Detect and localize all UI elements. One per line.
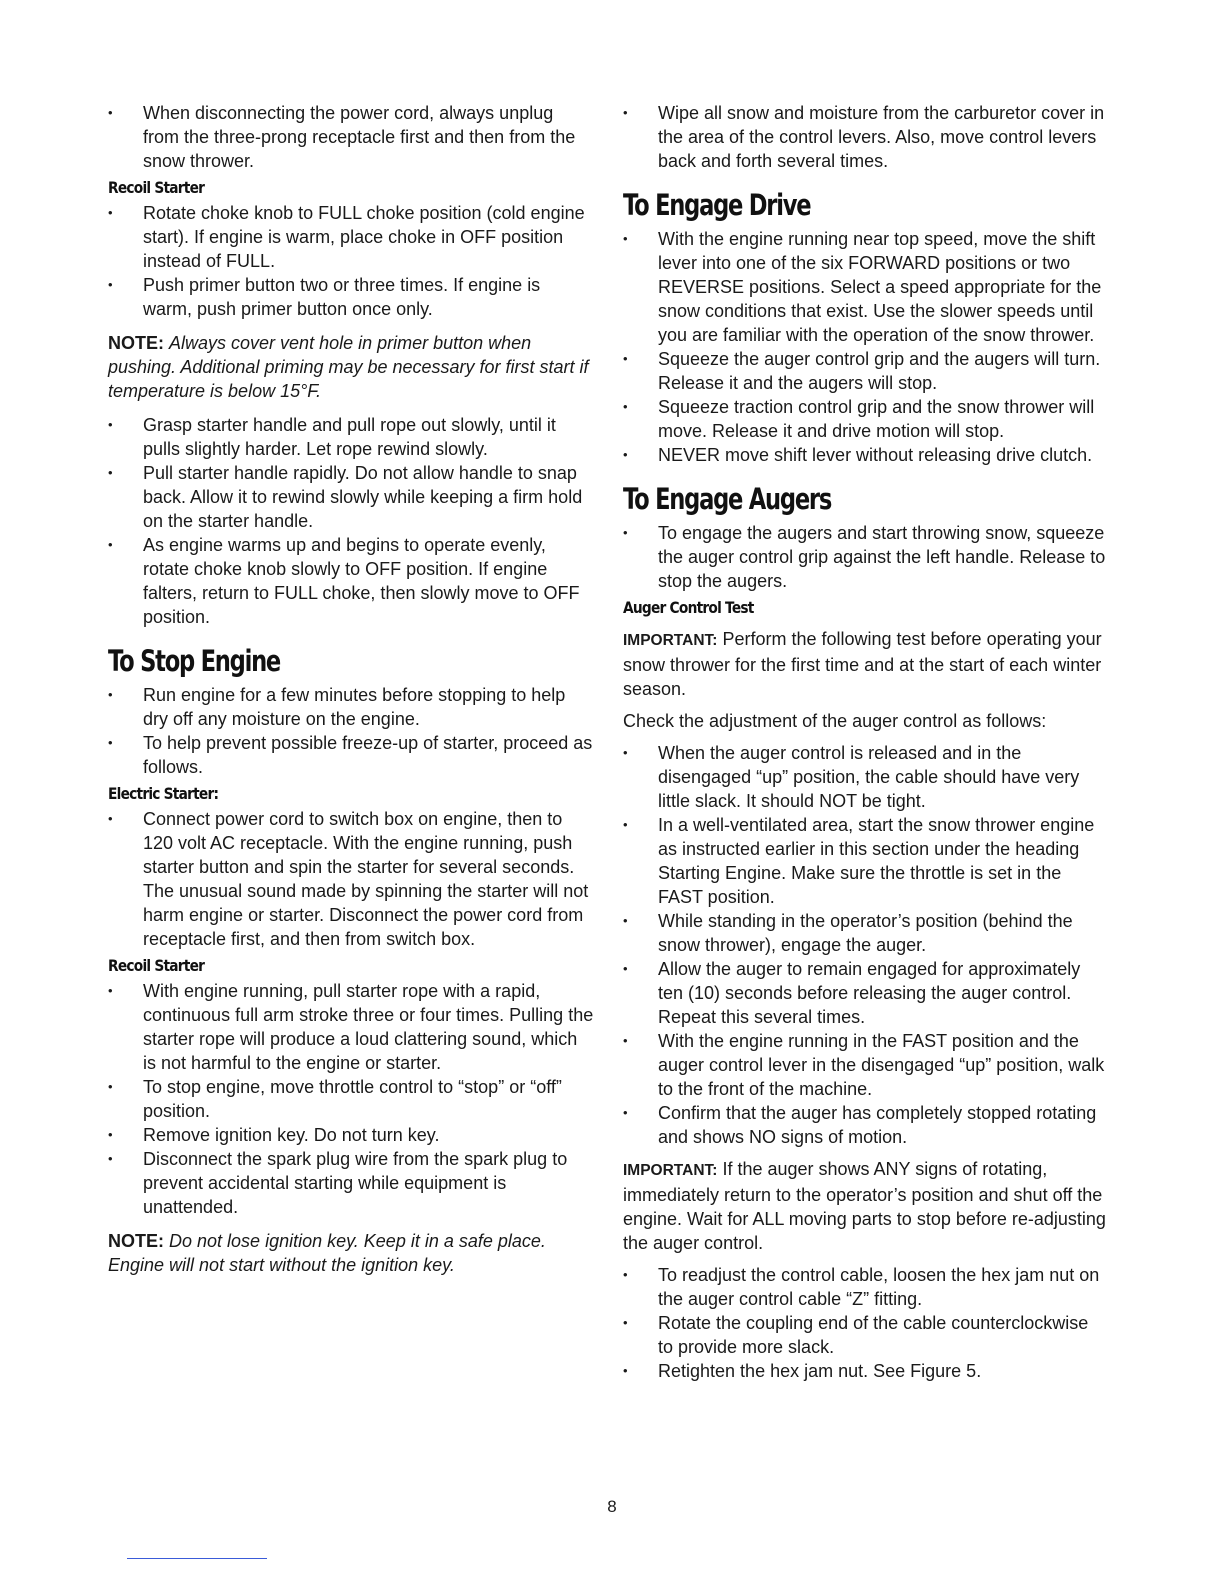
note-text: Do not lose ignition key. Keep it in a safe place. Engine will not start without the ignition key. bbox=[108, 1231, 546, 1275]
bullet-list bbox=[108, 683, 594, 779]
list-item: • Remove ignition key. Do not turn key. bbox=[108, 1123, 594, 1147]
note-label: NOTE: bbox=[108, 333, 164, 353]
list-item: • Wipe all snow and moisture from the carburetor cover in the area of the control levers. Also, move control levers back and forth several times. bbox=[623, 101, 1108, 173]
list-item: • As engine warms up and begins to operate evenly, rotate choke knob slowly to OFF position. If engine falters, return to FULL choke, then slowly move to OFF position. bbox=[108, 533, 594, 629]
note-label: NOTE: bbox=[108, 1231, 164, 1251]
list-item: • Squeeze the auger control grip and the augers will turn. Release it and the augers will stop. bbox=[623, 347, 1108, 395]
bullet-list bbox=[623, 101, 1108, 173]
important-label: IMPORTANT: bbox=[623, 632, 718, 649]
list-item: • Push primer button two or three times. If engine is warm, push primer button once only. bbox=[108, 273, 594, 321]
bullet-list bbox=[108, 807, 594, 951]
list-item: • Rotate choke knob to FULL choke position (cold engine start). If engine is warm, place choke in OFF position instead of FULL. bbox=[108, 201, 594, 273]
footer-rule bbox=[127, 1558, 267, 1559]
list-item: • To readjust the control cable, loosen the hex jam nut on the auger control cable “Z” fitting. bbox=[623, 1263, 1108, 1311]
recoil-starter-heading: Recoil Starter bbox=[108, 178, 205, 197]
list-item: • To engage the augers and start throwing snow, squeeze the auger control grip against the left handle. Release to stop the augers. bbox=[623, 521, 1108, 593]
note-ignition-key bbox=[108, 1229, 594, 1277]
important-paragraph bbox=[623, 627, 1108, 701]
bullet-list bbox=[623, 227, 1108, 467]
bullet-list bbox=[623, 741, 1108, 1149]
list-item: • With engine running, pull starter rope with a rapid, continuous full arm stroke three or four times. Pulling the starter rope will produce a loud clattering sound, which is not harmful to the engine or starter. bbox=[108, 979, 594, 1075]
important-text: Perform the following test before operating your snow thrower for the first time and at the start of each winter season. bbox=[623, 629, 1102, 699]
bullet-list bbox=[623, 521, 1108, 593]
left-column bbox=[108, 101, 594, 1287]
list-item: • Allow the auger to remain engaged for approximately ten (10) seconds before releasing the auger control. Repeat this several times. bbox=[623, 957, 1108, 1029]
list-item: • While standing in the operator’s position (behind the snow thrower), engage the auger. bbox=[623, 909, 1108, 957]
page-number: 8 bbox=[607, 1497, 617, 1516]
list-item: • To stop engine, move throttle control to “stop” or “off” position. bbox=[108, 1075, 594, 1123]
list-item: • Run engine for a few minutes before stopping to help dry off any moisture on the engine. bbox=[108, 683, 594, 731]
bullet-list bbox=[108, 979, 594, 1219]
list-item: • Disconnect the spark plug wire from the spark plug to prevent accidental starting while equipment is unattended. bbox=[108, 1147, 594, 1219]
note-text: Always cover vent hole in primer button when pushing. Additional priming may be necessary for first start if temperature is below 15°F. bbox=[108, 333, 589, 401]
important-text: If the auger shows ANY signs of rotating, immediately return to the operator’s position and shut off the engine. Wait for ALL moving parts to stop before re-adjusting the auger control. bbox=[623, 1159, 1106, 1253]
important-label: IMPORTANT: bbox=[623, 1162, 718, 1179]
list-item: • When disconnecting the power cord, always unplug from the three-prong receptacle first and then from the snow thrower. bbox=[108, 101, 594, 173]
list-item: • Rotate the coupling end of the cable counterclockwise to provide more slack. bbox=[623, 1311, 1108, 1359]
list-item: • In a well-ventilated area, start the snow thrower engine as instructed earlier in this section under the heading Starting Engine. Make sure the throttle is set in the FAST position. bbox=[623, 813, 1108, 909]
list-item: • With the engine running in the FAST position and the auger control lever in the disengaged “up” position, walk to the front of the machine. bbox=[623, 1029, 1108, 1101]
important-paragraph-2 bbox=[623, 1157, 1108, 1255]
electric-starter-heading: Electric Starter: bbox=[108, 784, 219, 803]
section-heading-engage-augers: To Engage Augers bbox=[623, 482, 832, 516]
section-heading-engage-drive: To Engage Drive bbox=[623, 188, 811, 222]
bullet-list bbox=[108, 413, 594, 629]
bullet-list bbox=[108, 201, 594, 321]
auger-control-test-heading: Auger Control Test bbox=[623, 598, 754, 617]
list-item: • NEVER move shift lever without releasing drive clutch. bbox=[623, 443, 1108, 467]
list-item: • Pull starter handle rapidly. Do not allow handle to snap back. Allow it to rewind slowly while keeping a firm hold on the starter handle. bbox=[108, 461, 594, 533]
list-item: • Grasp starter handle and pull rope out slowly, until it pulls slightly harder. Let rope rewind slowly. bbox=[108, 413, 594, 461]
recoil-starter-heading-2: Recoil Starter bbox=[108, 956, 205, 975]
list-item: • Squeeze traction control grip and the snow thrower will move. Release it and drive motion will stop. bbox=[623, 395, 1108, 443]
list-item: • When the auger control is released and in the disengaged “up” position, the cable should have very little slack. It should NOT be tight. bbox=[623, 741, 1108, 813]
bullet-list bbox=[108, 101, 594, 173]
list-item: • Retighten the hex jam nut. See Figure 5. bbox=[623, 1359, 1108, 1383]
section-heading-stop-engine: To Stop Engine bbox=[108, 644, 281, 678]
list-item: • Connect power cord to switch box on engine, then to 120 volt AC receptacle. With the engine running, push starter button and spin the starter for several seconds. The unusual sound made by spinning the starter will not harm engine or starter. Disconnect the power cord from receptacle first, and then from switch box. bbox=[108, 807, 594, 951]
check-adjustment-text: Check the adjustment of the auger control as follows: bbox=[623, 711, 1047, 731]
list-item: • With the engine running near top speed, move the shift lever into one of the six FORWARD positions or two REVERSE positions. Select a speed appropriate for the snow conditions that exist. Use the slower speeds until you are familiar with the operation of the snow thrower. bbox=[623, 227, 1108, 347]
bullet-list bbox=[623, 1263, 1108, 1383]
right-column bbox=[623, 101, 1108, 1383]
list-item: • To help prevent possible freeze-up of starter, proceed as follows. bbox=[108, 731, 594, 779]
note-primer bbox=[108, 331, 594, 403]
list-item: • Confirm that the auger has completely stopped rotating and shows NO signs of motion. bbox=[623, 1101, 1108, 1149]
